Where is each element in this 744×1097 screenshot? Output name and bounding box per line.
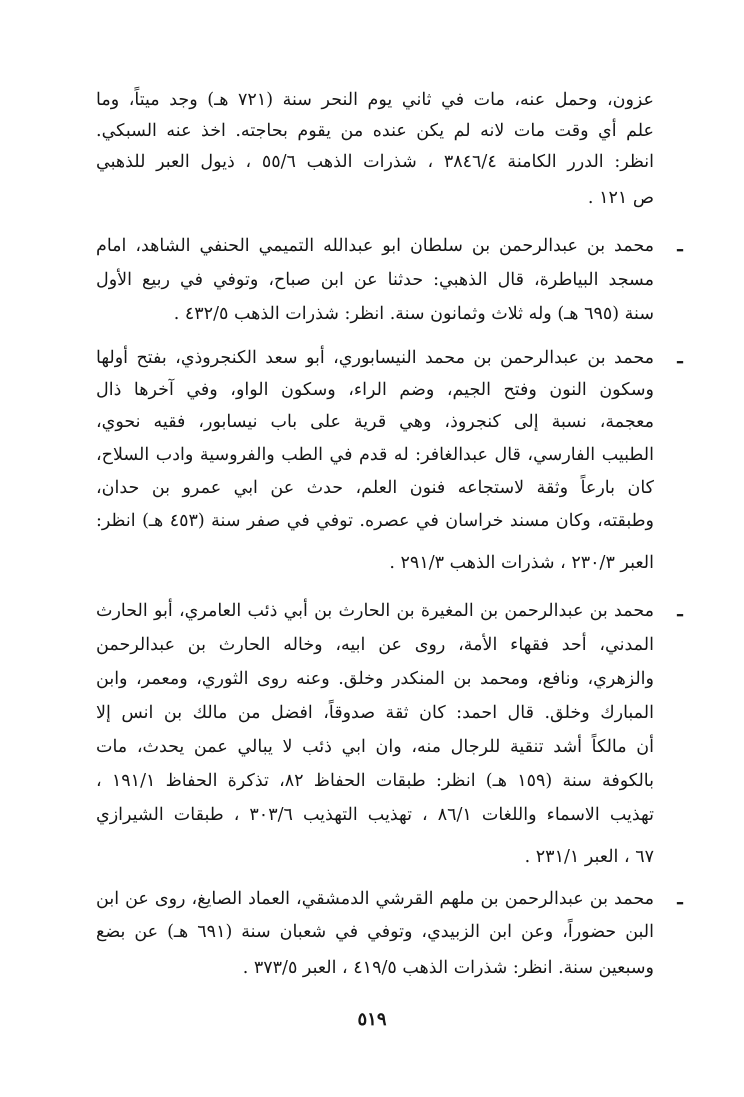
text-line: محمد بن عبدالرحمن بن محمد النيسابوري، أبو سعد الكنجروذي، بفتح أولها bbox=[96, 348, 654, 368]
page-number: ٥١٩ bbox=[357, 1009, 387, 1030]
entry-dash-marker: ـ bbox=[677, 600, 683, 621]
text-line: المبارك وخلق. قال احمد: كان ثقة صدوقاً، افضل من مالك بن انس إلا bbox=[96, 703, 654, 723]
text-line: محمد بن عبدالرحمن بن سلطان ابو عبدالله التميمي الحنفي الشاهد، امام bbox=[96, 236, 654, 256]
text-line: عزون، وحمل عنه، مات في ثاني يوم النحر سنة (٧٢١ هـ) وجد ميتاً، وما bbox=[96, 90, 654, 110]
text-line: تهذيب الاسماء واللغات ٨٦/١ ، تهذيب التهذيب ٣٠٣/٦ ، طبقات الشيرازي bbox=[96, 805, 654, 825]
text-line: محمد بن عبدالرحمن بن المغيرة بن الحارث بن أبي ذئب العامري، أبو الحارث bbox=[96, 601, 654, 621]
text-line: كان بارعاً وثقة لاستجاعه فنون العلم، حدث عن ابي عمرو بن حدان، bbox=[96, 478, 654, 498]
entry-dash-marker: ـ bbox=[677, 235, 683, 256]
text-line: انظر: الدرر الكامنة ٣٨٤٦/٤ ، شذرات الذهب ٥٥/٦ ، ذيول العبر للذهبي bbox=[96, 152, 654, 172]
text-line: علم أي وقت مات لانه لم يكن عنده من يقوم بحاجته. اخذ عنه السبكي. bbox=[96, 121, 654, 141]
text-line: معجمة، نسبة إلى كنجروذ، وهي قرية على باب نيسابور، فقيه نحوي، bbox=[96, 412, 654, 432]
text-line: والزهري، ونافع، ومحمد بن المنكدر وخلق. وعنه روى الثوري، ومعمر، وابن bbox=[96, 669, 654, 689]
text-line: مسجد البياطرة، قال الذهبي: حدثنا عن ابن صباح، وتوفي في ربيع الأول bbox=[96, 270, 654, 290]
text-line: سنة (٦٩٥ هـ) وله ثلاث وثمانون سنة. انظر: شذرات الذهب ٤٣٢/٥ . bbox=[173, 304, 654, 324]
text-line: المدني، أحد فقهاء الأمة، روى عن ابيه، وخاله الحارث بن عبدالرحمن bbox=[96, 635, 654, 655]
text-line: ٦٧ ، العبر ٢٣١/١ . bbox=[524, 847, 654, 867]
text-line: العبر ٢٣٠/٣ ، شذرات الذهب ٢٩١/٣ . bbox=[389, 553, 654, 573]
text-line: وسبعين سنة. انظر: شذرات الذهب ٤١٩/٥ ، العبر ٣٧٣/٥ . bbox=[242, 958, 654, 978]
text-line: أن مالكاً أشد تنقية للرجال منه، وان ابي ذئب لا يبالي عمن يحدث، مات bbox=[96, 737, 654, 757]
text-line: وسكون النون وفتح الجيم، وضم الراء، وسكون الواو، وفي آخرها ذال bbox=[96, 380, 654, 400]
text-line: الطبيب الفارسي، قال عبدالغافر: له قدم في الطب والفروسية وادب السلاح، bbox=[96, 445, 654, 465]
text-line: ص ١٢١ . bbox=[587, 188, 654, 208]
text-line: وطبقته، وكان مسند خراسان في عصره. توفي في صفر سنة (٤٥٣ هـ) انظر: bbox=[96, 511, 654, 531]
entry-dash-marker: ـ bbox=[677, 888, 683, 909]
text-line: محمد بن عبدالرحمن بن ملهم القرشي الدمشقي، العماد الصايغ، روى عن ابن bbox=[96, 889, 654, 909]
text-line: البن حضوراً، وعن ابن الزبيدي، وتوفي في شعبان سنة (٦٩١ هـ) عن بضع bbox=[96, 922, 654, 942]
text-line: بالكوفة سنة (١٥٩ هـ) انظر: طبقات الحفاظ ٨٢، تذكرة الحفاظ ١٩١/١ ، bbox=[96, 771, 654, 791]
entry-dash-marker: ـ bbox=[677, 347, 683, 368]
